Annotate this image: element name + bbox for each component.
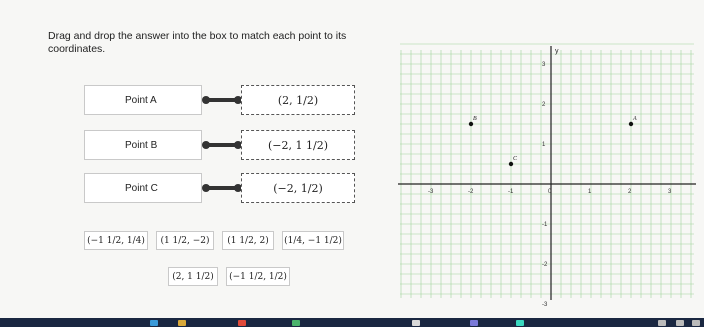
instructions-text: Drag and drop the answer into the box to match each point to its coordinates. [48,30,347,55]
point-b-label: B [473,116,477,122]
point-c-drop-box[interactable]: (−2, 1/2) [241,173,355,203]
point-a-label-box [84,85,202,115]
choice-chip[interactable]: (1 1/2, −2) [156,231,214,250]
battery-icon[interactable] [692,320,700,326]
x-tick-label: 3 [668,189,672,195]
y-tick-label: 2 [542,102,546,108]
point-b-label: Point B [125,140,158,151]
point-a-drop-box[interactable]: (2, 1/2) [241,85,355,115]
point-c-label-box [84,173,202,203]
choice-chip[interactable]: (2, 1 1/2) [168,267,218,286]
taskbar-app-icon[interactable] [238,320,246,326]
x-tick-label: -3 [428,189,434,195]
point-c-marker [509,162,513,166]
choice-chip[interactable]: (1 1/2, 2) [222,231,274,250]
point-b-marker [469,122,473,126]
plotted-points [469,116,637,166]
x-tick-label: 0 [548,189,552,195]
point-a-label: Point A [125,95,157,106]
taskbar [0,318,704,327]
y-tick-label: 3 [542,62,546,68]
volume-icon[interactable] [676,320,684,326]
point-b-label-box [84,130,202,160]
grid-lines [400,44,694,298]
y-tick-label: 1 [542,142,546,148]
taskbar-app-icon[interactable] [178,320,186,326]
choice-chip[interactable]: (1/4, −1 1/2) [282,231,344,250]
taskbar-app-icon[interactable] [412,320,420,326]
point-c-label: C [513,156,518,162]
y-axis-label: y [555,48,559,55]
x-tick-label: -2 [468,189,474,195]
taskbar-app-icon[interactable] [516,320,524,326]
y-tick-label: -2 [542,262,548,268]
point-b-drop-box[interactable]: (−2, 1 1/2) [241,130,355,160]
point-a-label: A [633,116,637,122]
connector-line-icon [205,143,239,147]
connector-line-icon [205,98,239,102]
connector-line-icon [205,186,239,190]
choice-chip[interactable]: (−1 1/2, 1/2) [226,267,290,286]
taskbar-app-icon[interactable] [150,320,158,326]
taskbar-app-icon[interactable] [292,320,300,326]
tick-labels [428,62,672,308]
choice-chip[interactable]: (−1 1/2, 1/4) [84,231,148,250]
x-tick-label: 2 [628,189,632,195]
y-tick-label: -3 [542,302,548,308]
x-tick-label: 1 [588,189,592,195]
point-a-marker [629,122,633,126]
taskbar-app-icon[interactable] [470,320,478,326]
y-tick-label: -1 [542,222,548,228]
x-tick-label: -1 [508,189,514,195]
point-c-label: Point C [125,183,158,194]
wifi-icon[interactable] [658,320,666,326]
coordinate-grid [396,44,698,308]
